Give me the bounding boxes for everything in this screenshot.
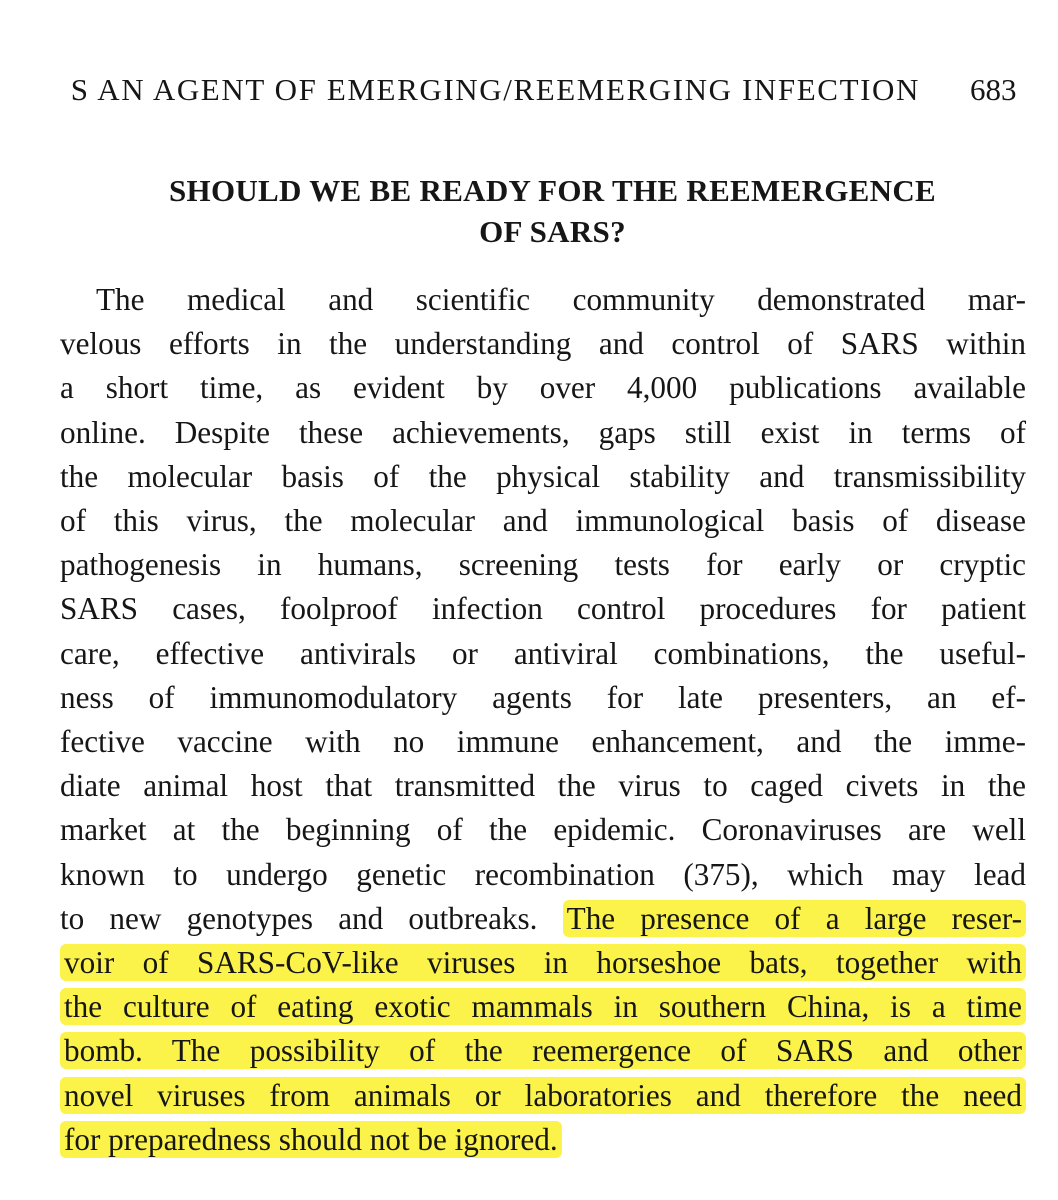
paragraph-line: ness of immunomodulatory agents for late presenters, an ef-: [60, 679, 1026, 715]
highlighted-line: [60, 1118, 1026, 1162]
highlighted-text: bomb. The possibility of the reemergence of SARS and other: [60, 1032, 1026, 1069]
paragraph-line-mixed: [60, 897, 1026, 941]
highlighted-line: [60, 985, 1026, 1029]
running-head: S AN AGENT OF EMERGING/REEMERGING INFECTION: [70, 72, 920, 107]
paragraph-line: the molecular basis of the physical stability and transmissibility: [60, 458, 1026, 494]
paragraph-line: SARS cases, foolproof infection control procedures for patient: [60, 591, 1026, 627]
highlighted-text: voir of SARS-CoV-like viruses in horseshoe bats, together with: [60, 944, 1026, 981]
section-heading: [60, 170, 1045, 252]
section-heading-line-1: SHOULD WE BE READY FOR THE REEMERGENCE: [168, 173, 936, 208]
paragraph-line: fective vaccine with no immune enhancement, and the imme-: [60, 724, 1026, 760]
paragraph-line: [60, 278, 1026, 322]
highlighted-text: The presence of a large reser-: [563, 900, 1026, 937]
plain-text: to new genotypes and outbreaks.: [60, 900, 538, 936]
paragraph-line: known to undergo genetic recombination (375), which may lead: [60, 856, 1026, 892]
highlighted-text: the culture of eating exotic mammals in southern China, is a time: [60, 988, 1026, 1025]
paragraph-line-text: The medical and scientific community demonstrated mar-: [96, 282, 1026, 317]
section-heading-line-2: OF SARS?: [479, 214, 626, 249]
paragraph-line: velous efforts in the understanding and control of SARS within: [60, 326, 1026, 362]
highlighted-line: [60, 1029, 1026, 1073]
highlighted-line: [60, 941, 1026, 985]
paragraph-line: a short time, as evident by over 4,000 publications available: [60, 370, 1026, 406]
highlighted-text: novel viruses from animals or laboratories and therefore the need: [60, 1077, 1026, 1114]
body-paragraph: [60, 278, 1026, 1162]
page-number: 683: [970, 72, 1017, 107]
paragraph-line: care, effective antivirals or antiviral combinations, the useful-: [60, 635, 1026, 671]
paragraph-line: diate animal host that transmitted the virus to caged civets in the: [60, 768, 1026, 804]
paragraph-line: pathogenesis in humans, screening tests for early or cryptic: [60, 547, 1026, 583]
paragraph-line: market at the beginning of the epidemic. Coronaviruses are well: [60, 812, 1026, 848]
paragraph-line: online. Despite these achievements, gaps still exist in terms of: [60, 414, 1026, 450]
highlighted-text: for preparedness should not be ignored.: [60, 1121, 562, 1158]
highlighted-line: [60, 1074, 1026, 1118]
paragraph-line: of this virus, the molecular and immunological basis of disease: [60, 503, 1026, 539]
